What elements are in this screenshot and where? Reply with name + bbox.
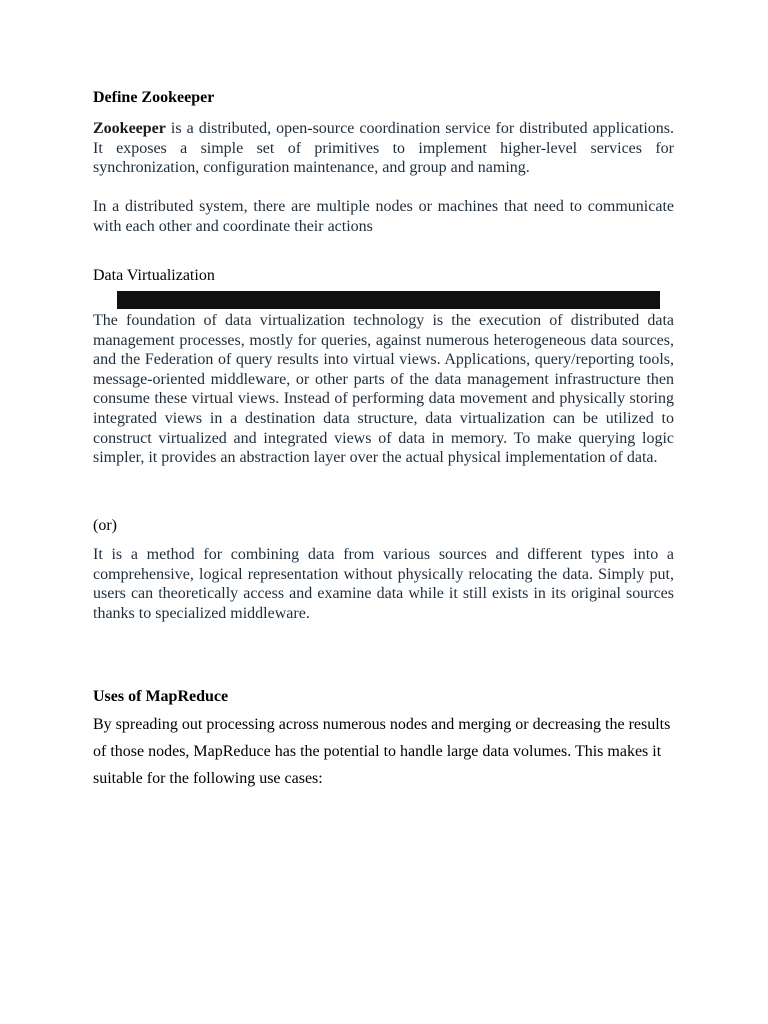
data-virtualization-paragraph-2: It is a method for combining data from various sources and different types into a comprehensive, logical representation without physically relocating the data. Simply put, users can theoretically access and examine data while it still exists in its original sources thanks to specialized middleware. [93, 546, 674, 622]
data-virtualization-heading: Data Virtualization [93, 267, 215, 284]
or-separator: (or) [93, 517, 117, 534]
zookeeper-term: Zookeeper [93, 120, 166, 137]
redaction-bar [117, 291, 660, 309]
zookeeper-paragraph-2: In a distributed system, there are multiple nodes or machines that need to communicate with each other and coordinate their actions [93, 198, 674, 235]
zookeeper-definition-text: is a distributed, open-source coordination service for distributed applications. It exposes a simple set of primitives to implement higher-level services for synchronization, configuration maintenance, and group and naming. [93, 120, 674, 177]
zookeeper-definition-paragraph [93, 119, 674, 178]
mapreduce-paragraph-1: By spreading out processing across numerous nodes and merging or decreasing the results of those nodes, MapReduce has the potential to handle large data volumes. This makes it suitable for the following use cases: [93, 716, 671, 787]
mapreduce-heading: Uses of MapReduce [93, 688, 229, 705]
data-virtualization-paragraph-1: The foundation of data virtualization technology is the execution of distributed data management processes, mostly for queries, against numerous heterogeneous data sources, and the Federation of query results into virtual views. Applications, query/reporting tools, message-oriented middleware, or other parts of the data management infrastructure then consume these virtual views. Instead of performing data movement and physically storing integrated views in a destination data structure, data virtualization can be utilized to construct virtualized and integrated views of data in memory. To make querying logic simpler, it provides an abstraction layer over the actual physical implementation of data. [93, 312, 674, 467]
zookeeper-heading: Define Zookeeper [93, 89, 215, 106]
